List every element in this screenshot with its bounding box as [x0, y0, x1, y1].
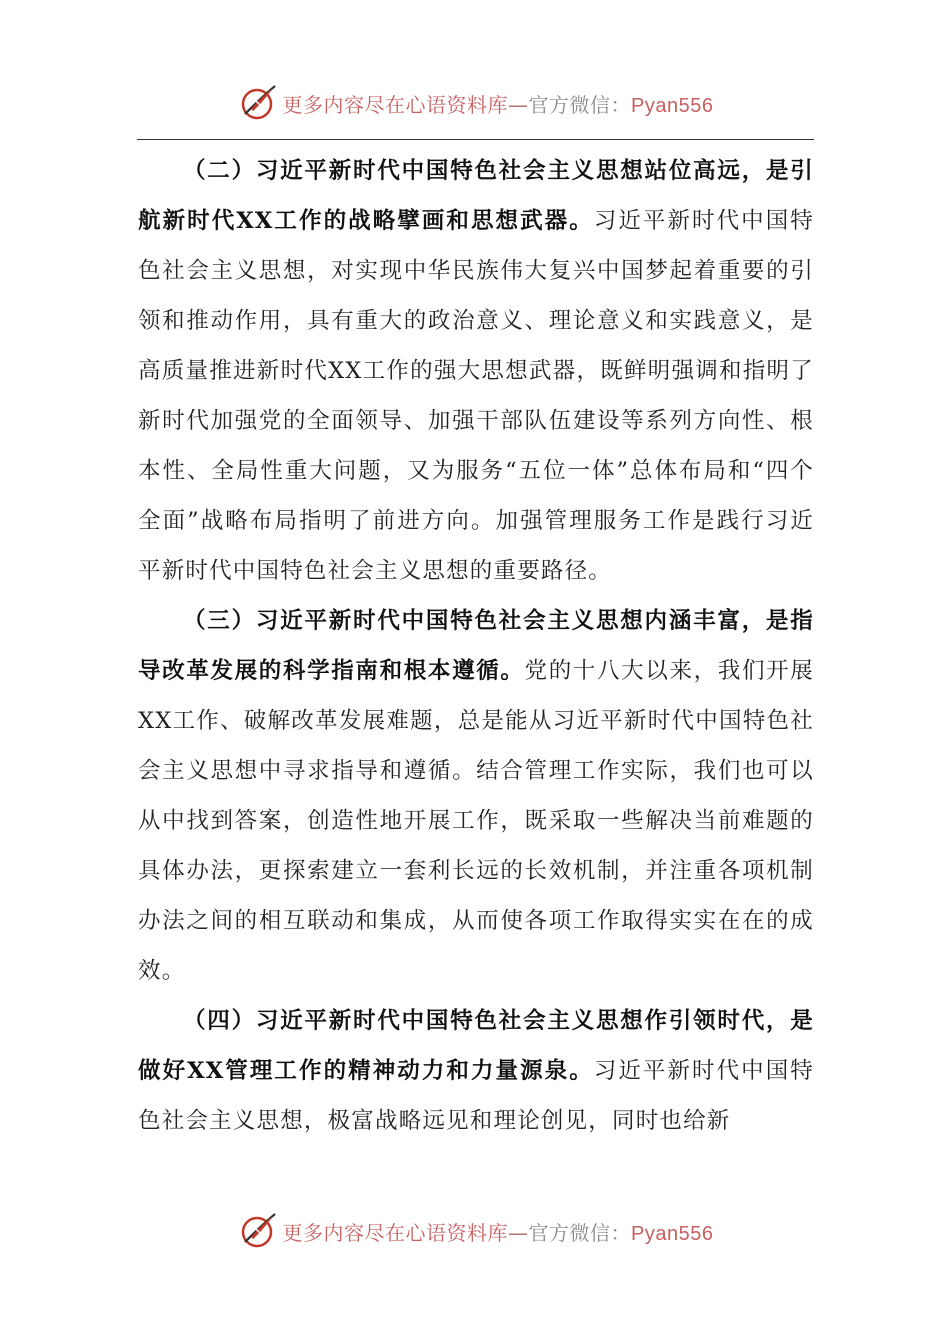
paragraph-4: [138, 996, 814, 1146]
watermark-label: 官方微信：: [528, 92, 632, 117]
paragraph-heading: （二）习近平新时代中国特色社会主义思想站位高远，是引航新时代XX工作的战略擘画和思想武器。: [138, 158, 814, 234]
paragraph-text: 党的十八大以来，我们开展XX工作、破解改革发展难题，总是能从习近平新时代中国特色社会主义思想中寻求指导和遵循。结合管理工作实际，我们也可以从中找到答案，创造性地开展工作，既采取一些解决当前难题的具体办法，更探索建立一套利长远的长效机制，并注重各项机制办法之间的相互联动和集成，从而使各项工作取得实实在在的成效。: [138, 658, 814, 984]
quill-pen-circle-icon: [237, 1210, 279, 1252]
quill-pen-circle-icon: [237, 82, 279, 124]
paragraph-text: 习近平新时代中国特色社会主义思想，极富战略远见和理论创见，同时也给新: [138, 1058, 814, 1134]
paragraph-heading: （三）习近平新时代中国特色社会主义思想内涵丰富，是指导改革发展的科学指南和根本遵循。: [138, 608, 814, 684]
watermark-label: 官方微信：: [528, 1220, 632, 1245]
footer-watermark: [0, 1206, 950, 1256]
paragraph-3: [138, 596, 814, 996]
header-watermark: [0, 78, 950, 128]
watermark-main-text: 更多内容尽在心语资料库: [282, 1220, 509, 1245]
paragraph-heading: （四）习近平新时代中国特色社会主义思想作引领时代，是做好XX管理工作的精神动力和力量源泉。: [138, 1008, 814, 1084]
header-divider: [137, 139, 814, 140]
watermark-text: [283, 1217, 714, 1246]
document-body: [138, 146, 814, 1146]
watermark-main-text: 更多内容尽在心语资料库: [282, 92, 509, 117]
paragraph-2: [138, 146, 814, 596]
watermark-account: Pyan556: [631, 1222, 714, 1245]
watermark-text: [283, 89, 714, 118]
watermark-account: Pyan556: [631, 94, 714, 117]
watermark-separator: —: [508, 1220, 529, 1245]
watermark-separator: —: [508, 92, 529, 117]
paragraph-text: 习近平新时代中国特色社会主义思想，对实现中华民族伟大复兴中国梦起着重要的引领和推动作用，具有重大的政治意义、理论意义和实践意义，是高质量推进新时代XX工作的强大思想武器，既鲜明强调和指明了新时代加强党的全面领导、加强干部队伍建设等系列方向性、根本性、全局性重大问题，又为服务“五位一体”总体布局和“四个全面”战略布局指明了前进方向。加强管理服务工作是践行习近平新时代中国特色社会主义思想的重要路径。: [138, 208, 814, 584]
